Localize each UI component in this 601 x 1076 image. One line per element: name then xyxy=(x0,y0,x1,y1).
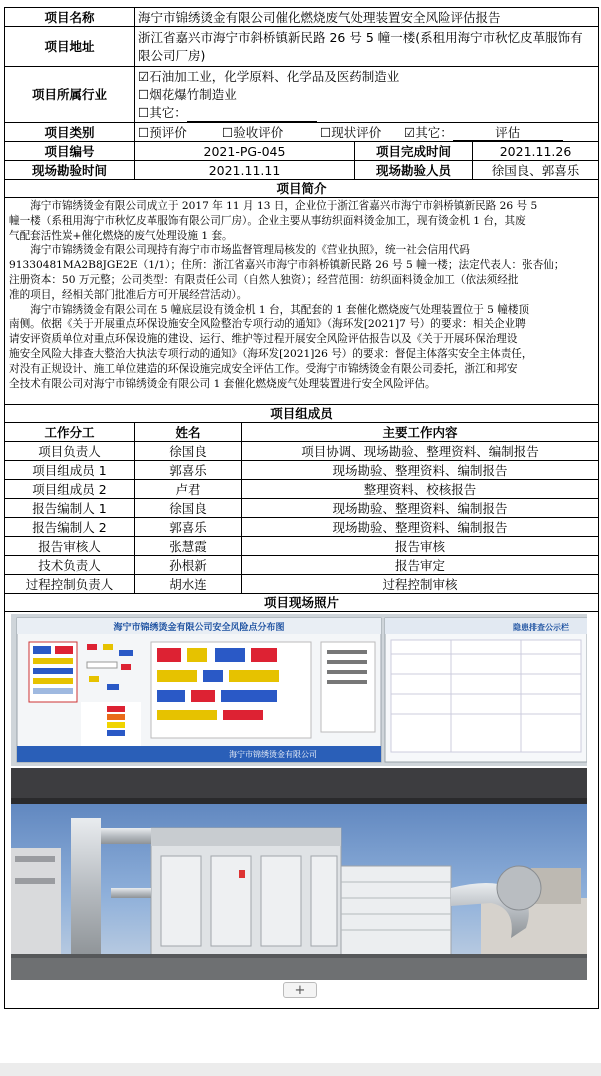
team-name: 卢君 xyxy=(135,480,242,499)
survey-people-value: 徐国良、郭喜乐 xyxy=(473,161,599,180)
intro-text xyxy=(5,198,599,405)
team-work: 报告审核 xyxy=(242,537,599,556)
team-row xyxy=(5,537,599,556)
team-work: 项目协调、现场勘验、整理资料、编制报告 xyxy=(242,442,599,461)
team-rows xyxy=(5,442,599,594)
intro-line: 南侧。依据《关于开展重点环保设施安全风险整治专项行动的通知》（海环发[2021]7 号）的要求：相关企业聘 xyxy=(9,318,526,331)
project-address-label: 项目地址 xyxy=(5,27,135,67)
project-number-value: 2021-PG-045 xyxy=(135,142,355,161)
team-work: 现场勘验、整理资料、编制报告 xyxy=(242,499,599,518)
type-option-acceptance: ☐验收评价 xyxy=(222,124,284,140)
industry-option-other-label: ☐其它： xyxy=(138,104,187,120)
add-button[interactable]: + xyxy=(283,982,317,998)
intro-line: 准的项目，经相关部门批准后方可开展经营活动）。 xyxy=(9,288,248,301)
intro-paragraph-3 xyxy=(9,303,594,392)
project-address-value: 浙江省嘉兴市海宁市斜桥镇新民路 26 号 5 幢一楼(系租用海宁市秋忆皮革服饰有限公司厂房) xyxy=(135,27,599,67)
type-option-current: ☐现状评价 xyxy=(320,124,382,140)
team-row xyxy=(5,499,599,518)
complete-time-value: 2021.11.26 xyxy=(473,142,599,161)
team-role: 项目组成员 2 xyxy=(5,480,135,499)
project-name-label: 项目名称 xyxy=(5,8,135,27)
team-role: 报告编制人 1 xyxy=(5,499,135,518)
industry-option-petroleum: ☑石油加工业，化学原料、化学品及医药制造业 xyxy=(138,68,400,84)
team-work: 现场勘验、整理资料、编制报告 xyxy=(242,461,599,480)
intro-paragraph-2 xyxy=(9,243,594,302)
survey-time-value: 2021.11.11 xyxy=(135,161,355,180)
board-footer-text: 海宁市锦绣烫金有限公司 xyxy=(229,750,317,759)
team-header-work: 主要工作内容 xyxy=(242,423,599,442)
team-role: 报告审核人 xyxy=(5,537,135,556)
safety-board-image xyxy=(11,614,587,766)
survey-people-label: 现场勘验人员 xyxy=(355,161,473,180)
team-work: 现场勘验、整理资料、编制报告 xyxy=(242,518,599,537)
team-header-name: 姓名 xyxy=(135,423,242,442)
team-work: 过程控制审核 xyxy=(242,575,599,594)
team-name: 孙根新 xyxy=(135,556,242,575)
project-info-table xyxy=(4,7,599,1009)
team-row xyxy=(5,556,599,575)
intro-line: 对没有正规设计、施工单位建造的环保设施完成安全评估工作。受海宁市锦绣烫金有限公司委托，浙江和邦安 xyxy=(9,362,518,375)
team-name: 徐国良 xyxy=(135,499,242,518)
photos-title: 项目现场照片 xyxy=(5,594,599,612)
intro-line: 海宁市锦绣烫金有限公司现持有海宁市市场监督管理局核发的《营业执照》，统一社会信用代码 xyxy=(30,244,470,257)
intro-line: 气配套活性炭+催化燃烧的废气处理设施 1 套。 xyxy=(9,229,233,242)
team-name: 郭喜乐 xyxy=(135,461,242,480)
team-role: 技术负责人 xyxy=(5,556,135,575)
project-name-value: 海宁市锦绣烫金有限公司催化燃烧废气处理装置安全风险评估报告 xyxy=(135,8,599,27)
intro-line: 全技术有限公司对海宁市锦绣烫金有限公司 1 套催化燃烧废气处理装置进行安全风险评估。 xyxy=(9,377,436,390)
intro-line: 幢一楼（系租用海宁市秋忆皮革服饰有限公司厂房）。企业主要从事纺织面料烫金加工，现有烫金机 1 台，其废 xyxy=(9,214,526,227)
type-option-other: ☑其它： xyxy=(404,124,453,140)
type-other-value: 评估 xyxy=(453,126,563,141)
site-photo-safety-board xyxy=(11,614,587,766)
team-work: 报告审定 xyxy=(242,556,599,575)
survey-time-label: 现场勘验时间 xyxy=(5,161,135,180)
industry-option-other xyxy=(138,104,595,122)
team-name: 徐国良 xyxy=(135,442,242,461)
intro-line: 施安全风险大排查大整治大执法专项行动的通知》（海环发[2021]26 号）的要求：督促主体落实安全主体责任， xyxy=(9,347,533,360)
intro-line: 注册资本：50 万元整；公司类型：有限责任公司（自然人独资）；经营范围：纺织面料烫金加工（依法须经批 xyxy=(9,273,519,286)
team-role: 项目负责人 xyxy=(5,442,135,461)
team-row xyxy=(5,575,599,594)
intro-title: 项目简介 xyxy=(5,180,599,198)
intro-paragraph-1 xyxy=(9,199,594,243)
team-header-role: 工作分工 xyxy=(5,423,135,442)
team-name: 郭喜乐 xyxy=(135,518,242,537)
team-name: 胡水连 xyxy=(135,575,242,594)
team-role: 过程控制负责人 xyxy=(5,575,135,594)
site-photo-treatment-unit xyxy=(11,768,587,980)
team-title: 项目组成员 xyxy=(5,405,599,423)
intro-line: 请安评资质单位对重点环保设施的建设、运行、维护等过程开展安全风险评估报告以及《关于开展环保治理设 xyxy=(9,333,518,346)
team-name: 张慧霞 xyxy=(135,537,242,556)
project-type-label: 项目类别 xyxy=(5,123,135,142)
treatment-unit-image xyxy=(11,768,587,980)
type-option-pre: ☐预评价 xyxy=(138,124,187,140)
intro-line: 海宁市锦绣烫金有限公司在 5 幢底层设有烫金机 1 台，其配套的 1 套催化燃烧废气处理装置位于 5 幢楼顶 xyxy=(30,303,530,316)
project-number-label: 项目编号 xyxy=(5,142,135,161)
complete-time-label: 项目完成时间 xyxy=(355,142,473,161)
team-row xyxy=(5,480,599,499)
project-industry-label: 项目所属行业 xyxy=(5,67,135,123)
notice-title-text: 隐患排查公示栏 xyxy=(513,623,569,632)
photos-cell xyxy=(5,612,599,1009)
team-row xyxy=(5,518,599,537)
team-role: 项目组成员 1 xyxy=(5,461,135,480)
intro-line: 91330481MA2B8JGE2E（1/1）；住所：浙江省嘉兴市海宁市斜桥镇新民路 26 号 5 幢一楼；法定代表人：张杏仙； xyxy=(9,259,565,272)
industry-option-fireworks: ☐烟花爆竹制造业 xyxy=(138,86,237,102)
team-row xyxy=(5,461,599,480)
team-role: 报告编制人 2 xyxy=(5,518,135,537)
bottom-scroll-bar[interactable] xyxy=(0,1063,601,1076)
board-title-text: 海宁市锦绣烫金有限公司安全风险点分布图 xyxy=(113,623,285,633)
industry-other-blank xyxy=(187,108,317,122)
intro-line: 海宁市锦绣烫金有限公司成立于 2017 年 11 月 13 日，企业位于浙江省嘉兴市海宁市斜桥镇新民路 26 号 5 xyxy=(30,200,538,212)
team-work: 整理资料、校核报告 xyxy=(242,480,599,499)
team-row xyxy=(5,442,599,461)
